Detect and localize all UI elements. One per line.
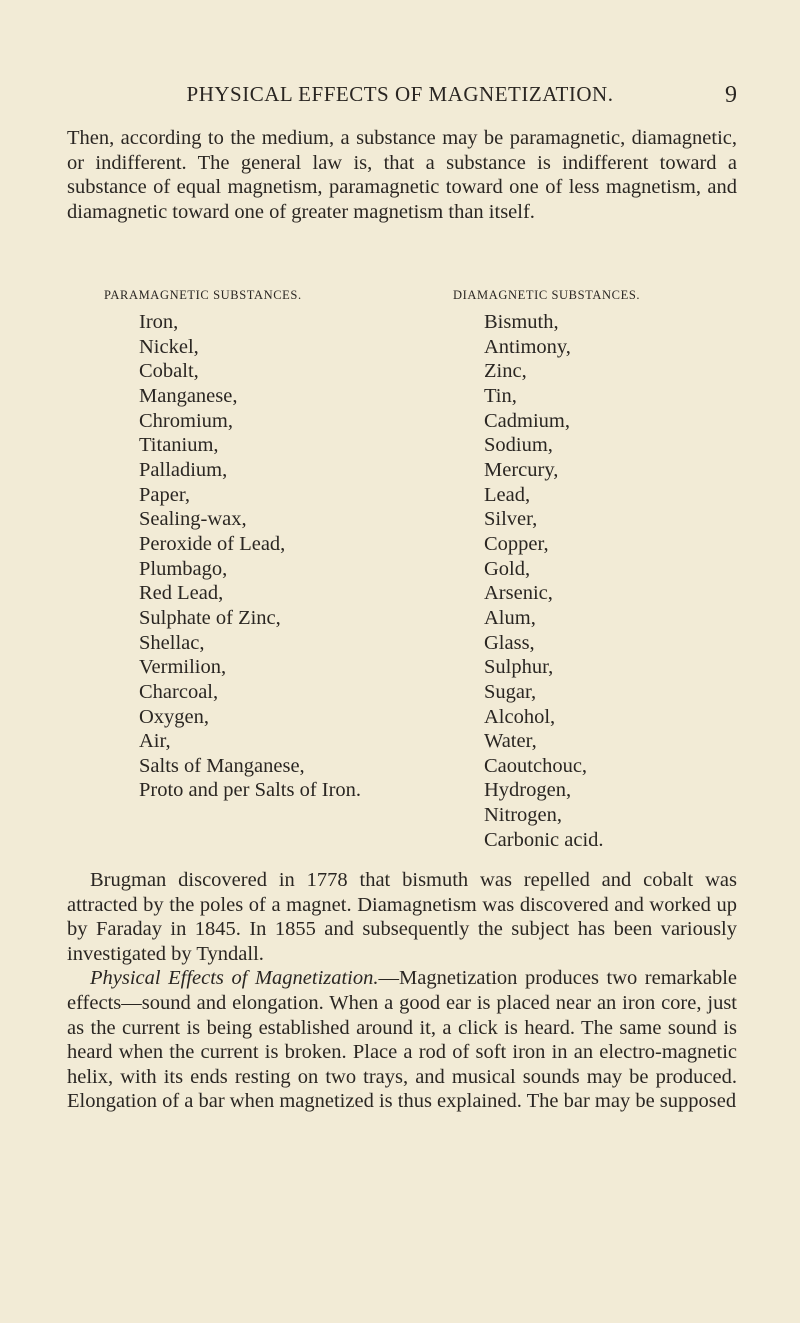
diamagnetic-item: Lead, — [484, 483, 531, 506]
diamagnetic-item: Sugar, — [484, 680, 537, 703]
diamagnetic-item: Silver, — [484, 508, 538, 531]
diamagnetic-item: Gold, — [484, 557, 531, 580]
diamagnetic-item: Arsenic, — [484, 582, 553, 605]
section-heading: Physical Effects of Magnetization. — [90, 967, 379, 990]
diamagnetic-item: Alum, — [484, 606, 536, 629]
paramagnetic-heading: PARAMAGNETIC SUBSTANCES. — [104, 288, 302, 302]
diamagnetic-item: Bismuth, — [484, 311, 559, 333]
diamagnetic-item: Tin, — [484, 384, 517, 407]
paramagnetic-item: Shellac, — [139, 631, 205, 654]
paramagnetic-item: Red Lead, — [139, 582, 224, 605]
paramagnetic-item: Plumbago, — [139, 557, 228, 580]
diamagnetic-item: Hydrogen, — [484, 779, 572, 802]
paramagnetic-item: Proto and per Salts of Iron. — [139, 779, 362, 802]
page-header — [0, 80, 800, 114]
paramagnetic-item: Salts of Manganese, — [139, 754, 305, 777]
diamagnetic-item: Caoutchouc, — [484, 754, 588, 777]
paramagnetic-item: Peroxide of Lead, — [139, 532, 286, 555]
diamagnetic-list — [484, 310, 604, 852]
paramagnetic-item: Air, — [139, 730, 171, 753]
diamagnetic-item: Nitrogen, — [484, 804, 562, 827]
diamagnetic-item: Glass, — [484, 631, 535, 654]
paramagnetic-item: Paper, — [139, 483, 190, 506]
paramagnetic-item: Cobalt, — [139, 360, 199, 383]
paramagnetic-item: Iron, — [139, 311, 179, 333]
page-number: 9 — [725, 82, 737, 108]
paramagnetic-item: Charcoal, — [139, 680, 219, 703]
diamagnetic-item: Zinc, — [484, 360, 527, 383]
diamagnetic-heading: DIAMAGNETIC SUBSTANCES. — [453, 288, 641, 302]
paramagnetic-item: Vermilion, — [139, 656, 227, 679]
intro-paragraph: Then, according to the medium, a substance may be paramagnetic, diamagnetic, or indifferent. The general law is, that a substance is indifferent toward a substance of equal magnetism, paramagnetic toward one of less magnetism, and diamagnetic toward one of greater magnetism than itself. — [67, 127, 737, 223]
diamagnetic-item: Sulphur, — [484, 656, 554, 679]
diamagnetic-item: Sodium, — [484, 434, 553, 457]
paramagnetic-item: Titanium, — [139, 434, 219, 457]
diamagnetic-item: Copper, — [484, 532, 549, 555]
body-text — [67, 868, 737, 1114]
running-head: PHYSICAL EFFECTS OF MAGNETIZATION. — [186, 82, 614, 106]
magnetization-paragraph — [67, 966, 737, 1114]
paramagnetic-item: Chromium, — [139, 409, 233, 432]
history-paragraph: Brugman discovered in 1778 that bismuth was repelled and cobalt was attracted by the poles of a magnet. Diamagnetism was discovered and worked up by Faraday in 1845. In 1855 and subsequently the subject has been variously investigated by Tyndall. — [67, 869, 737, 965]
magnetization-text: —Magnetization produces two remarkable effects—sound and elongation. When a good ear is placed near an iron core, just as the current is being established around it, a click is heard. The same sound is heard when the current is broken. Place a rod of soft iron in an electro-magnetic helix, with its ends resting on two trays, and musical sounds may be produced. Elongation of a bar when magnetized is thus explained. The bar may be supposed — [67, 967, 737, 1113]
diamagnetic-item: Cadmium, — [484, 409, 570, 432]
paramagnetic-item: Oxygen, — [139, 705, 210, 728]
paramagnetic-list — [139, 310, 361, 803]
diamagnetic-item: Antimony, — [484, 335, 571, 358]
paramagnetic-item: Nickel, — [139, 335, 199, 358]
paramagnetic-item: Manganese, — [139, 384, 238, 407]
diamagnetic-item: Water, — [484, 730, 537, 753]
diamagnetic-item: Mercury, — [484, 458, 559, 481]
diamagnetic-item: Carbonic acid. — [484, 828, 604, 851]
diamagnetic-item: Alcohol, — [484, 705, 556, 728]
paramagnetic-item: Palladium, — [139, 458, 228, 481]
paramagnetic-item: Sulphate of Zinc, — [139, 606, 281, 629]
paramagnetic-item: Sealing-wax, — [139, 508, 247, 531]
